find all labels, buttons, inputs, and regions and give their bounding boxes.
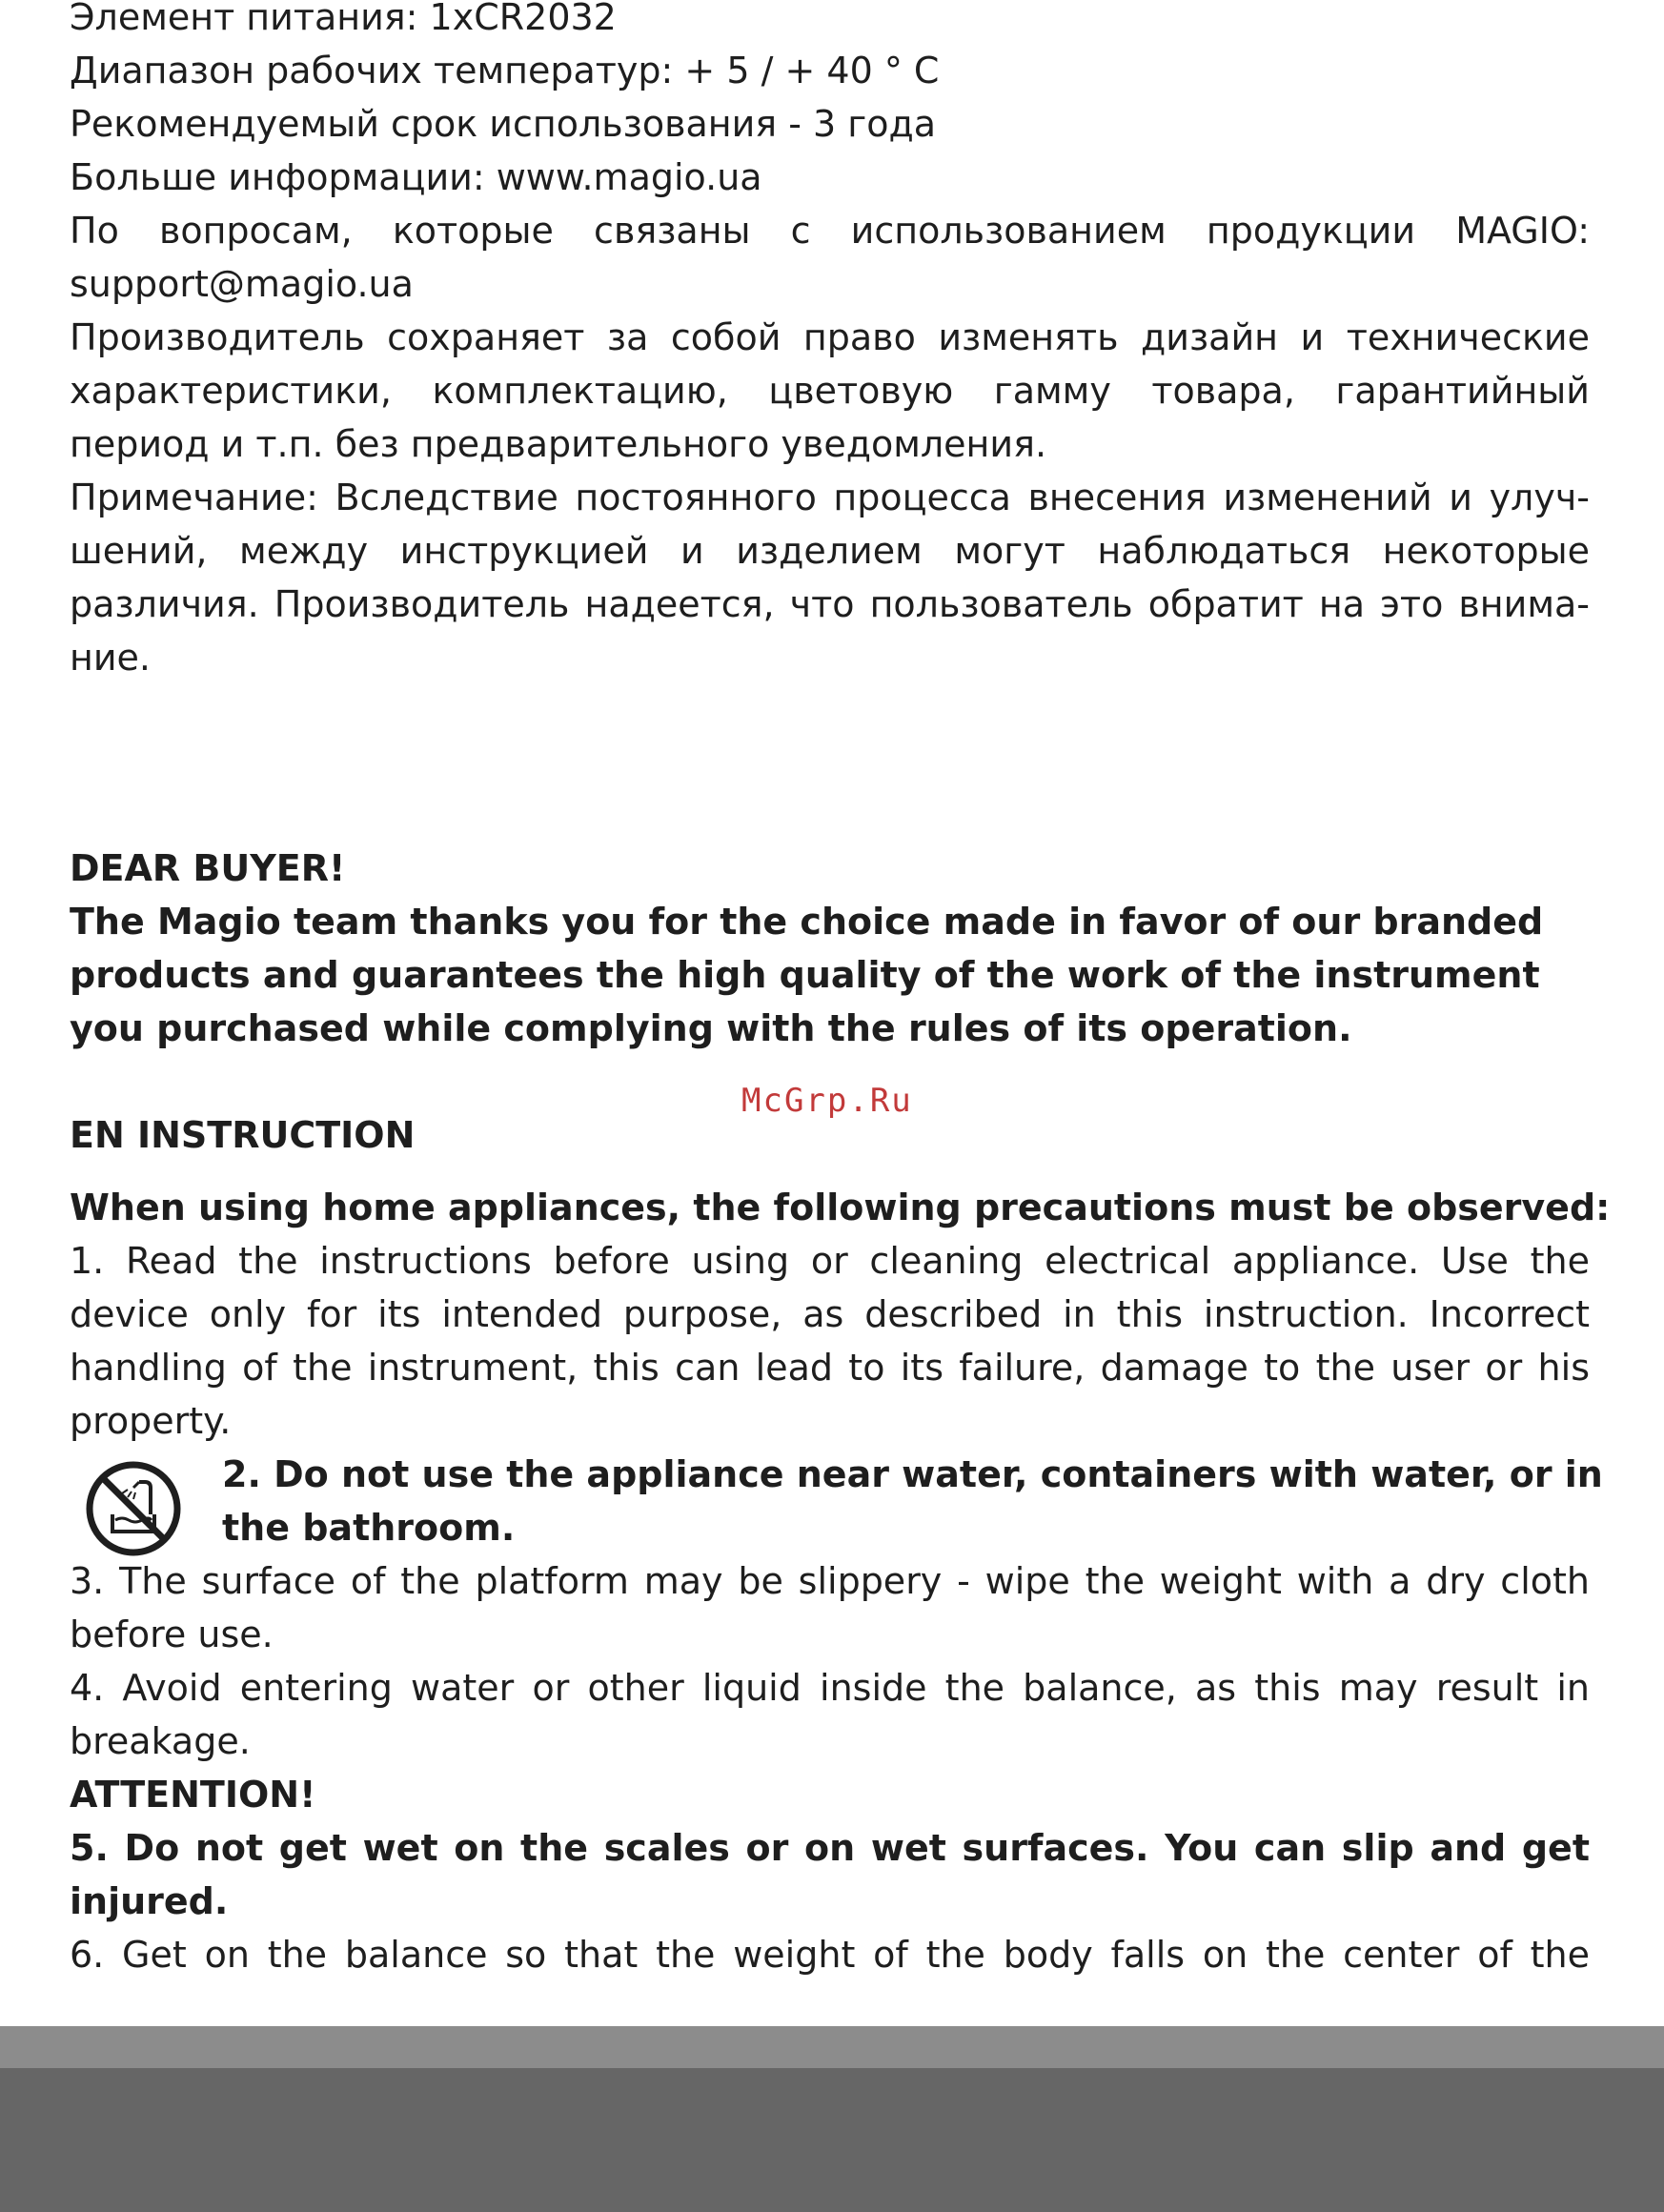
item-1-line-2: device only for its intended purpose, as described in this instruction. Incorrect [70,1293,1590,1335]
footer-band-light [0,2026,1664,2068]
item-1-line-1: 1. Read the instructions before using or cleaning electrical appliance. Use the [70,1240,1590,1282]
support-email: support@magio.ua [70,263,414,305]
item-5-line-1: 5. Do not get wet on the scales or on wet surfaces. You can slip and get [70,1827,1590,1869]
rights-line-1: Производитель сохраняет за собой право изменять дизайн и технические [70,316,1590,358]
thanks-line-1: The Magio team thanks you for the choice made in favor of our branded [70,901,1544,943]
rights-line-2: характеристики, комплектацию, цветовую гамму товара, гарантийный [70,370,1590,412]
item-4-line-1: 4. Avoid entering water or other liquid inside the balance, as this may result in [70,1667,1590,1709]
note-line-2: шений, между инструкцией и изделием могут наблюдаться некоторые [70,530,1590,572]
note-line-3: различия. Производитель надеется, что пользователь обратит на это внима- [70,583,1590,625]
footer-band-dark [0,2068,1664,2212]
item-1-line-4: property. [70,1400,232,1442]
battery-spec: Элемент питания: 1xCR2032 [70,0,617,38]
temperature-spec: Диапазон рабочих температур: + 5 / + 40 ° C [70,50,940,91]
item-5-line-2: injured. [70,1880,229,1922]
item-3-line-1: 3. The surface of the platform may be slippery - wipe the weight with a dry cloth [70,1560,1590,1602]
attention-heading: ATTENTION! [70,1774,316,1816]
lifetime-spec: Рекомендуемый срок использования - 3 года [70,103,937,145]
dear-buyer-heading: DEAR BUYER! [70,847,346,889]
item-2-line-2: the bathroom. [222,1507,516,1549]
en-instruction-section [70,1108,1611,1981]
note-line-4: ние. [70,637,151,679]
thanks-line-2: products and guarantees the high quality of the work of the instrument [70,954,1540,996]
no-bath-water-icon [84,1459,183,1558]
support-line-1: По вопросам, которые связаны с использованием продукции MAGIO: [70,210,1590,252]
precautions-heading: When using home appliances, the following precautions must be observed: [70,1187,1611,1228]
dear-buyer-section [70,842,1590,1055]
more-info-line: Больше информации: www.magio.ua [70,156,762,198]
russian-specs-section [70,0,1590,684]
item-2-row [70,1448,1603,1554]
item-4-line-2: breakage. [70,1720,251,1762]
note-line-1: Примечание: Вследствие постоянного процесса внесения изменений и улуч- [70,477,1590,518]
item-1-line-3: handling of the instrument, this can lead to its failure, damage to the user or his [70,1347,1590,1389]
item-2-line-1: 2. Do not use the appliance near water, containers with water, or in [222,1453,1603,1495]
watermark-text: McGrp.Ru [741,1082,913,1120]
thanks-line-3: you purchased while complying with the rules of its operation. [70,1007,1352,1049]
item-3-line-2: before use. [70,1613,274,1655]
item-6-line-1: 6. Get on the balance so that the weight of the body falls on the center of the [70,1934,1590,1976]
instruction-title: EN INSTRUCTION [70,1114,416,1156]
rights-line-3: период и т.п. без предварительного уведомления. [70,423,1047,465]
